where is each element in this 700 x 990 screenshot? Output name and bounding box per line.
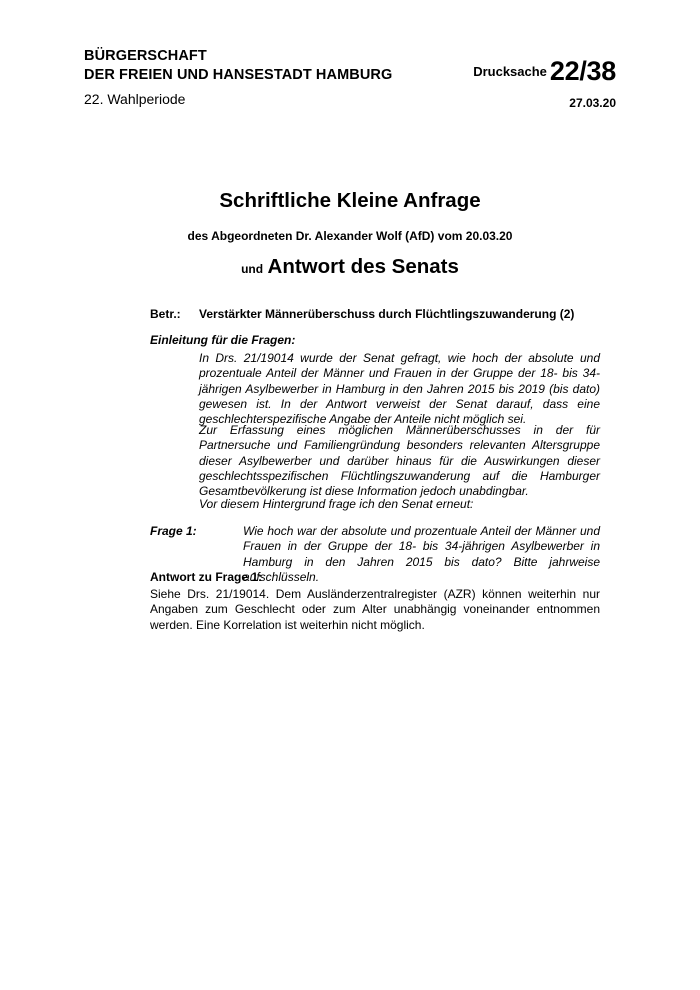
answer-title: Antwort des Senats [267, 255, 459, 278]
answer-prefix: und [241, 262, 264, 276]
org-line-1: BÜRGERSCHAFT [84, 48, 207, 64]
answer-label: Antwort zu Frage 1: [150, 570, 263, 584]
question-label: Frage 1: [150, 524, 197, 538]
drucksache [473, 56, 616, 87]
org-line-2: DER FREIEN UND HANSESTADT HAMBURG [84, 67, 393, 83]
organization-name [84, 47, 392, 85]
question-text: Wie hoch war der absolute und prozentuale Anteil der Männer und Frauen in der Gruppe der 18- bis 34-jährigen Asylbewerber in Hamburg in den Jahren 2015 bis dato? Bitte jahrweise aufschlüsseln. [243, 524, 600, 584]
intro-paragraph-1: In Drs. 21/19014 wurde der Senat gefragt, wie hoch der absolute und prozentuale Anteil der Männer und Frauen in der Gruppe der 18- bis 34-jährigen Asylbewerber in Hamburg in den Jahren 2015 bis 2019 (bis dato) gewesen ist. In der Antwort verweist der Senat darauf, dass eine geschlechterspezifische Angabe der Anteile nicht möglich sei. [199, 351, 600, 427]
drucksache-number: 22/38 [549, 56, 616, 86]
document-date: 27.03.20 [569, 96, 616, 110]
intro-paragraph-3: Vor diesem Hintergrund frage ich den Senat erneut: [199, 497, 474, 511]
intro-label: Einleitung für die Fragen: [150, 333, 296, 347]
intro-paragraph-2: Zur Erfassung eines möglichen Männerüberschusses in der für Partnersuche und Familiengründung besonders relevanten Altersgruppe dieser Asylbewerber und darüber hinaus für die Auswirkungen dieser geschlechtsspezifischen Flüchtlingszuwanderung auf die Hamburger Gesamtbevölkerung ist diese Information jedoch unabdingbar. [199, 423, 600, 499]
document-subtitle: des Abgeordneten Dr. Alexander Wolf (AfD) vom 20.03.20 [187, 229, 513, 243]
betr-label: Betr.: [150, 307, 181, 321]
answer-heading [0, 255, 700, 279]
wahlperiode: 22. Wahlperiode [84, 91, 186, 107]
answer-text: Siehe Drs. 21/19014. Dem Ausländerzentralregister (AZR) können weiterhin nur Angaben zum Geschlecht oder zum Alter unabhängig voneinander entnommen werden. Eine Korrelation ist weiterhin nicht möglich. [150, 587, 600, 632]
drucksache-label: Drucksache [473, 64, 547, 79]
document-title: Schriftliche Kleine Anfrage [219, 189, 481, 212]
betr-text: Verstärkter Männerüberschuss durch Flüchtlingszuwanderung (2) [199, 307, 575, 321]
